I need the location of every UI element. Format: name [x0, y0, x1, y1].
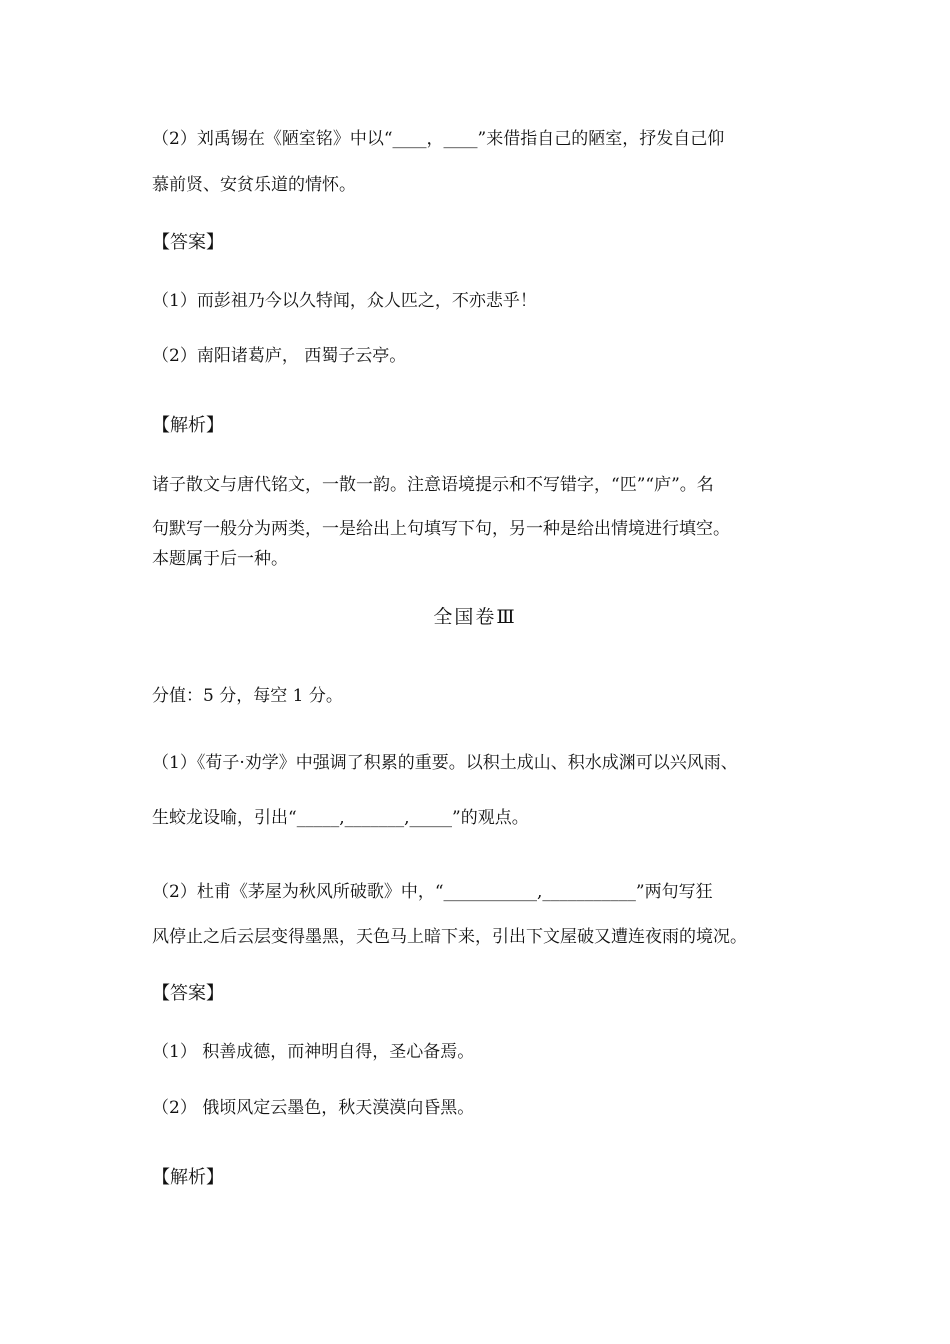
question-2-line-1: （2）刘禹锡在《陋室铭》中以“____，____”来借指自己的陋室，抒发自己仰: [152, 129, 725, 149]
question-2-line-2: 慕前贤、安贫乐道的情怀。: [152, 175, 356, 195]
question-1-line-1: （1）《荀子·劝学》中强调了积累的重要。以积土成山、积水成渊可以兴风雨、: [152, 753, 738, 773]
answer-1: （1）而彭祖乃今以久特闻，众人匹之，不亦悲乎！: [152, 291, 537, 311]
question-1-line-2: 生蛟龙设喻，引出“_____,_______,_____”的观点。: [152, 808, 529, 828]
section-title: 全国卷Ⅲ: [433, 606, 517, 628]
analysis-line-2: 句默写一般分为两类，一是给出上句填写下句，另一种是给出情境进行填空。: [152, 519, 730, 539]
answer-heading-2: 【答案】: [152, 983, 224, 1004]
score-info: 分值：5 分，每空 1 分。: [152, 686, 343, 706]
question-2b-line-2: 风停止之后云层变得墨黑，天色马上暗下来，引出下文屋破又遭连夜雨的境况。: [152, 927, 747, 947]
answer-heading: 【答案】: [152, 232, 224, 253]
answer-1b: （1） 积善成德，而神明自得，圣心备焉。: [152, 1042, 475, 1062]
analysis-line-3: 本题属于后一种。: [152, 549, 288, 569]
answer-2: （2）南阳诸葛庐， 西蜀子云亭。: [152, 346, 407, 366]
analysis-heading-2: 【解析】: [152, 1167, 224, 1188]
analysis-heading: 【解析】: [152, 415, 224, 436]
question-2b-line-1: （2）杜甫《茅屋为秋风所破歌》中，“___________,___________”两句写狂: [152, 882, 713, 902]
analysis-line-1: 诸子散文与唐代铭文，一散一韵。注意语境提示和不写错字，“匹”“庐”。名: [152, 475, 714, 495]
answer-2b: （2） 俄顷风定云墨色，秋天漠漠向昏黑。: [152, 1098, 475, 1118]
